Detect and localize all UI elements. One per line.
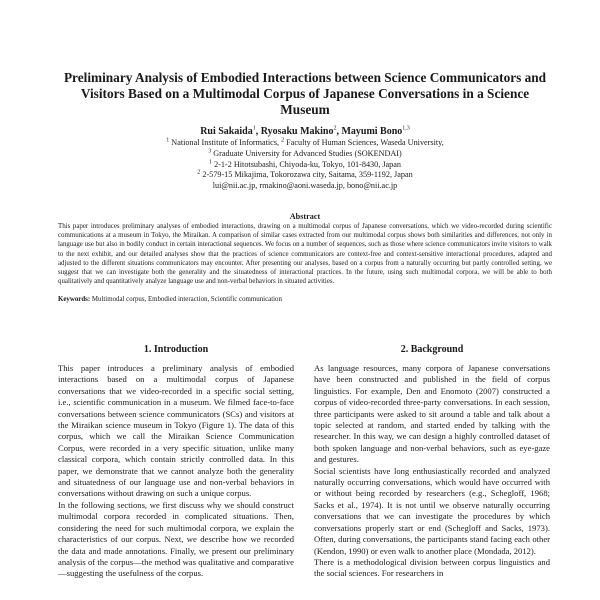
left-column: [58, 344, 294, 600]
keywords: [58, 295, 552, 304]
author-affil-mark: 2: [333, 125, 337, 132]
author-affil-mark: 1: [252, 125, 256, 132]
paragraph: As language resources, many corpora of Japanese conversations have been constructed and published in the field of corpus linguistics. For example, Den and Enomoto (2007) constructed a corpus of video-recorded three-party conversations. In each session, three participants were asked to sit around a table and talk about a topic selected at random, and started ended by talking with the researcher. In this way, we can design a highly controlled dataset of both spoken language and non-verbal behaviors, such as eye-gaze and gestures.: [314, 363, 550, 465]
paragraph: Social scientists have long enthusiastically recorded and analyzed naturally occurring conversations, which would have occurred with or without being recorded by researchers (e.g., Schegloff, 1968; Sacks et al., 1974). It is not until we observe naturally occurring conversations that we can investigate the procedures by which conversations properly start or end (Schegloff and Sacks, 1973). Often, during conversations, the participants stand facing each other (Kendon, 1990) or even walk to another place (Mondada, 2012).: [314, 465, 550, 556]
paragraph: There is a methodological division between corpus linguistics and the social sciences. For researchers in: [314, 556, 550, 579]
paragraph: In the following sections, we first discuss why we should construct multimodal corpora recorded in complicated situations. Then, considering the need for such multimodal corpora, we explain the characteristics of our corpus. Next, we describe how we recorded the data and made annotations. Finally, we present our preliminary analysis of the corpus—the method was qualitative and comparative—suggesting the usefulness of the corpus.: [58, 499, 294, 579]
keywords-text: Multimodal corpus, Embodied interaction, Scientific communication: [91, 296, 282, 303]
abstract-heading: Abstract: [289, 212, 321, 221]
affiliation-line: $^3$ Graduate University for Advanced Studies (SOKENDAI): [208, 148, 402, 158]
paper-page: [58, 0, 552, 600]
author-name: Mayumi Bono: [341, 126, 403, 137]
section-heading-background: 2. Background: [400, 344, 464, 355]
affiliation-line: $^1$ 2-1-2 Hitotsubashi, Chiyoda-ku, Tokyo, 101-8430, Japan: [209, 158, 401, 169]
affiliations: [58, 138, 552, 192]
author-list: Rui Sakaida$^1$, Ryosaku Makino$^2$, Mayumi Bono$^{1,3}$: [200, 125, 410, 137]
affiliation-line: $^2$ 2-579-15 Mikajima, Tokorozawa city, Saitama, 359-1192, Japan: [197, 169, 413, 180]
author-affil-mark: 1,3: [402, 125, 410, 132]
paper-title: Preliminary Analysis of Embodied Interactions between Science Communicators and Visitors Based on a Multimodal Corpus of Japanese Conversations in a Science Museum: [63, 70, 547, 117]
right-column: [314, 344, 550, 600]
author-name: Rui Sakaida: [200, 126, 253, 137]
affiliation-line: $^1$ National Institute of Informatics, $^2$ Faculty of Human Sciences, Waseda University,: [166, 137, 444, 147]
section-heading-introduction: 1. Introduction: [143, 344, 209, 355]
author-emails: lui@nii.ac.jp, rmakino@aoni.waseda.jp, bono@nii.ac.jp: [212, 181, 398, 191]
abstract-text: This paper introduces preliminary analyses of embodied interactions, drawing on a multimodal corpus of Japanese conversations, which we video-recorded during scientific communications at a museum in Tokyo, the Miraikan. A comparison of similar cases extracted from our multimodal corpus shows both similarities and differences, not only in language use but also in bodily conduct in certain interactional sequences. We focus on a number of sequences, such as those where science communicators invite visitors to walk to the next exhibit, and our detailed analyses show that the practices of science communicators are context-free and context-sensitive interactional procedures, adapted and adjusted to the different situations communicators may encounter. After presenting our analyses, based on a corpus from a naturally occurring but partly controlled setting, we suggest that we can investigate both the generality and the situatedness of interactional practices. In the future, using such multimodal corpora, we will be able to both qualitatively and quantitatively analyze language use and non-verbal behaviors in situated activities.: [58, 223, 552, 286]
author-name: Ryosaku Makino: [260, 126, 334, 137]
keywords-label: Keywords:: [58, 296, 91, 303]
paragraph: This paper introduces a preliminary analysis of embodied interactions based on a multimodal corpus of Japanese conversations that we video-recorded in a specific social setting, i.e., scientific communication in a museum. We filmed face-to-face conversations between science communicators (SCs) and visitors at the Miraikan science museum in Tokyo (Figure 1). The data of this corpus, which we call the Miraikan Science Communication Corpus, were recorded in a very specific situation, unlike many classical corpora, which contain strictly controlled data. In this paper, we demonstrate that we cannot analyze both the generality and situatedness of our language use and non-verbal behaviors in conversations without drawing on such a unique corpus.: [58, 363, 294, 499]
